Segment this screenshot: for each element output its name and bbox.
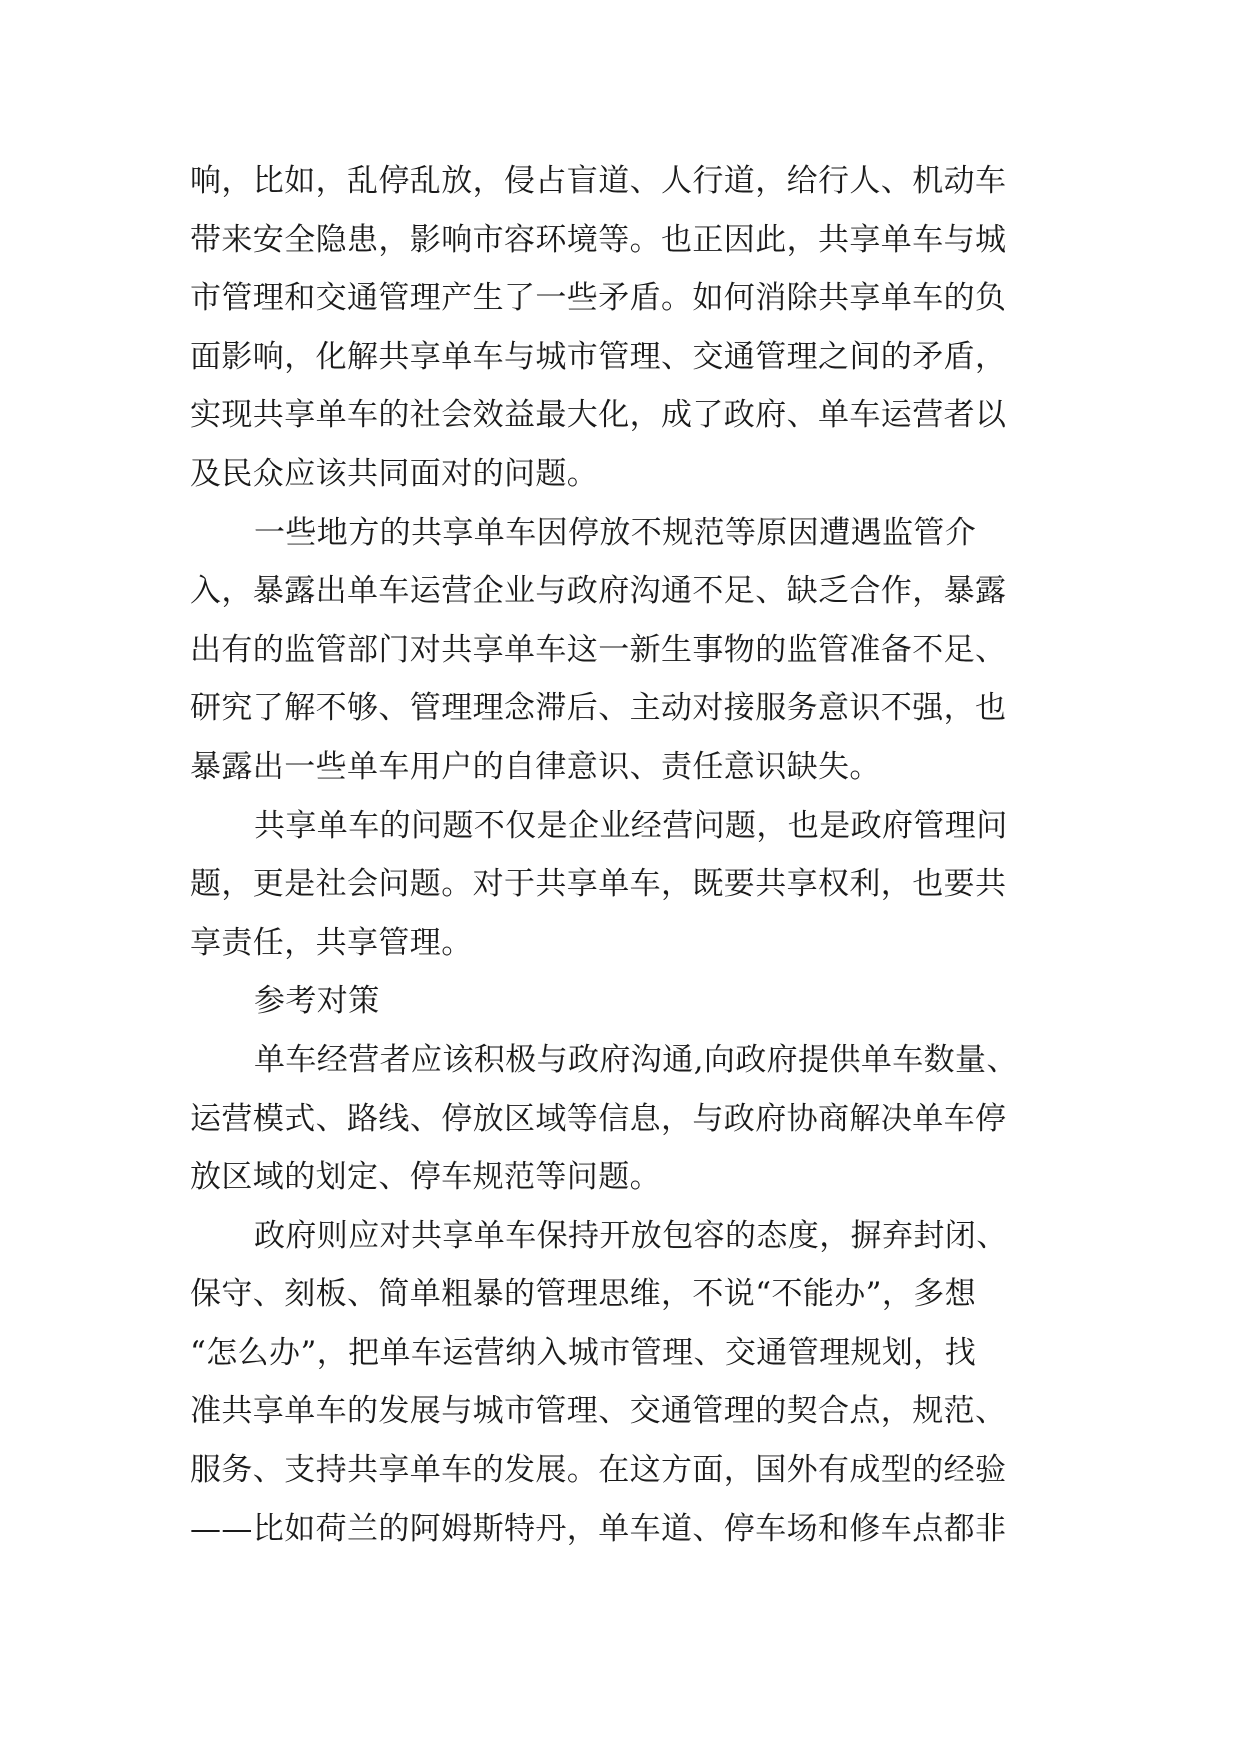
text-line: 带来安全隐患，影响市容环境等。也正因此，共享单车与城 (190, 221, 1007, 258)
text-line: 运营模式、路线、停放区域等信息，与政府协商解决单车停 (190, 1100, 1007, 1137)
text-line: 题，更是社会问题。对于共享单车，既要共享权利，也要共 (190, 866, 1007, 903)
text-line: 入，暴露出单车运营企业与政府沟通不足、缺乏合作，暴露 (190, 573, 1007, 610)
text-line: 研究了解不够、管理理念滞后、主动对接服务意识不强，也 (190, 690, 1007, 727)
text-line: ——比如荷兰的阿姆斯特丹，单车道、停车场和修车点都非 (190, 1510, 1007, 1547)
text-line: 共享单车的问题不仅是企业经营问题，也是政府管理问 (254, 807, 1008, 844)
paragraph (190, 1031, 1060, 1207)
document-page (190, 152, 1060, 1558)
section-heading (190, 972, 1060, 1031)
text-line: 市管理和交通管理产生了一些矛盾。如何消除共享单车的负 (190, 280, 1007, 317)
paragraph (190, 504, 1060, 797)
text-line: 参考对策 (254, 983, 380, 1020)
text-line: 实现共享单车的社会效益最大化，成了政府、单车运营者以 (190, 397, 1007, 434)
paragraph (190, 797, 1060, 973)
text-line: 政府则应对共享单车保持开放包容的态度，摒弃封闭、 (254, 1217, 1008, 1254)
text-line: 一些地方的共享单车因停放不规范等原因遭遇监管介 (254, 514, 977, 551)
paragraph (190, 1207, 1060, 1559)
text-line: 面影响，化解共享单车与城市管理、交通管理之间的矛盾， (190, 338, 1007, 375)
text-line: 及民众应该共同面对的问题。 (190, 455, 599, 492)
paragraph (190, 152, 1060, 504)
text-line: 享责任，共享管理。 (190, 924, 473, 961)
text-line: “怎么办”，把单车运营纳入城市管理、交通管理规划，找 (190, 1334, 977, 1371)
text-line: 出有的监管部门对共享单车这一新生事物的监管准备不足、 (190, 631, 1007, 668)
text-line: 服务、支持共享单车的发展。在这方面，国外有成型的经验 (190, 1452, 1007, 1489)
text-line: 准共享单车的发展与城市管理、交通管理的契合点，规范、 (190, 1393, 1007, 1430)
text-line: 暴露出一些单车用户的自律意识、责任意识缺失。 (190, 748, 881, 785)
text-line: 保守、刻板、简单粗暴的管理思维，不说“不能办”，多想 (190, 1276, 977, 1313)
text-line: 单车经营者应该积极与政府沟通,向政府提供单车数量、 (254, 1041, 1018, 1078)
text-line: 响，比如，乱停乱放，侵占盲道、人行道，给行人、机动车 (190, 163, 1007, 199)
text-line: 放区域的划定、停车规范等问题。 (190, 1159, 661, 1196)
